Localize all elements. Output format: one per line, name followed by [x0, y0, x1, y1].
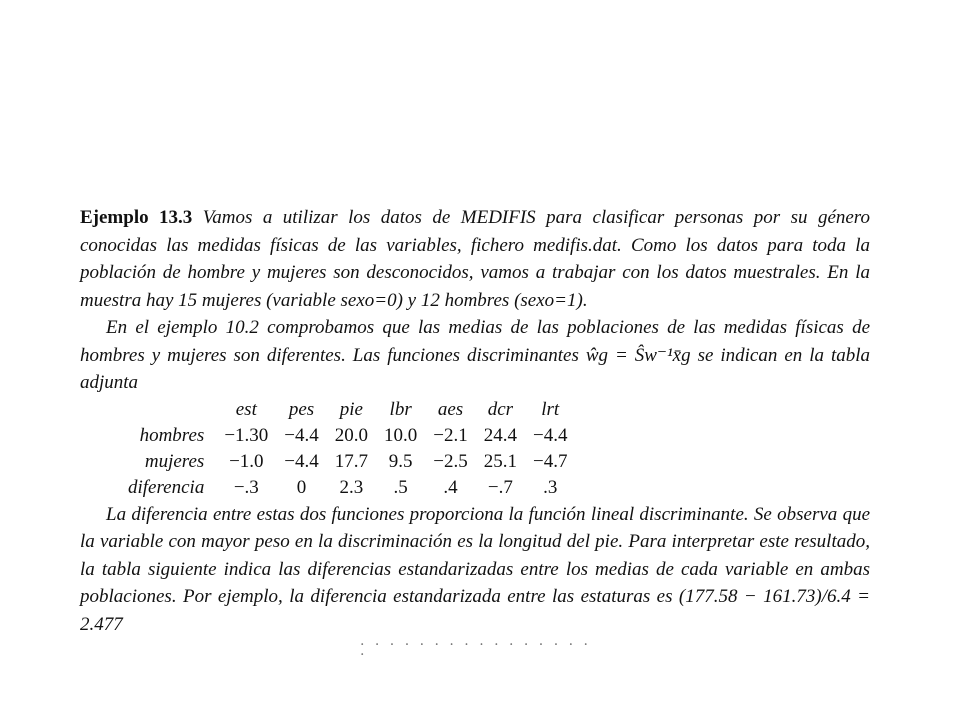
table-corner: [120, 397, 216, 423]
table-cell: −1.0: [229, 450, 264, 472]
row-label: mujeres: [144, 450, 205, 472]
table-cell: −1.30: [224, 424, 269, 446]
table-cell: −.3: [233, 476, 259, 498]
table-row-hombres: [120, 423, 575, 449]
example-paragraph-2-text: En el ejemplo 10.2 comprobamos que las medias de las poblaciones de las medidas físicas de hombres y mujeres son diferentes. Las funciones discriminantes: [80, 317, 870, 366]
column-header: dcr: [487, 398, 514, 420]
example-paragraph-2-tail: se indican en la tabla adjunta: [80, 344, 871, 393]
table-cell: 9.5: [388, 450, 413, 472]
column-header: lbr: [389, 398, 412, 420]
table-cell: 10.0: [384, 424, 418, 446]
table-cell: −4.7: [532, 450, 568, 472]
table-cell: −4.4: [532, 424, 568, 446]
table-cell: −4.4: [284, 424, 319, 446]
example-text-block: [80, 204, 870, 638]
table-cell: .5: [393, 476, 408, 498]
table-cell: 17.7: [334, 450, 369, 472]
table-row-mujeres: [120, 449, 575, 475]
column-header: lrt: [541, 398, 560, 420]
table-cell: −2.5: [433, 450, 468, 472]
table-row-diferencia: [120, 475, 575, 501]
column-header: est: [235, 398, 257, 420]
example-paragraph-2: [80, 314, 870, 397]
table-header-row: [120, 397, 575, 423]
table-cell: .3: [543, 476, 558, 498]
table-cell: −2.1: [433, 424, 468, 446]
example-paragraph-1: [80, 204, 870, 314]
row-label: hombres: [139, 424, 205, 446]
column-header: pie: [339, 398, 363, 420]
table-cell: −4.4: [284, 450, 319, 472]
table-cell: 2.3: [339, 476, 364, 498]
example-paragraph-1-text: Vamos a utilizar los datos de MEDIFIS para clasificar personas por su género conocidas las medidas físicas de las variables, fichero medifis.dat. Como los datos para toda la población de hombre y mujeres son desconocidos, vamos a trabajar con los datos muestrales. En la muestra hay 15 mujeres (variable sexo=0) y 12 hombres (sexo=1).: [80, 207, 870, 311]
table-cell: −.7: [487, 476, 513, 498]
row-label: diferencia: [128, 476, 205, 498]
example-paragraph-3: [80, 501, 870, 639]
column-header: pes: [288, 398, 315, 420]
example-heading: Ejemplo 13.3: [80, 207, 193, 228]
table-cell: 20.0: [334, 424, 369, 446]
discriminant-table: [120, 397, 575, 501]
table-cell: .4: [443, 476, 458, 498]
discriminant-formula: ŵg = Ŝw⁻¹x̄g: [585, 344, 691, 366]
table-cell: 25.1: [483, 450, 517, 472]
column-header: aes: [437, 398, 464, 420]
table-cell: 24.4: [483, 424, 517, 446]
table-cell: 0: [296, 476, 307, 498]
cropped-text-fragment: . . . . . . . . . . . . . . . . .: [360, 633, 591, 659]
example-paragraph-3-text: La diferencia entre estas dos funciones proporciona la función lineal discriminante. Se observa que la variable con mayor peso en la discriminación es la longitud del pie. Para interpretar este resultado, la tabla siguiente indica las diferencias estandarizadas entre los medias de cada variable en ambas poblaciones. Por ejemplo, la diferencia estandarizada entre las estaturas es (177.58 − 161.73)/6.4 = 2.477: [80, 503, 870, 635]
